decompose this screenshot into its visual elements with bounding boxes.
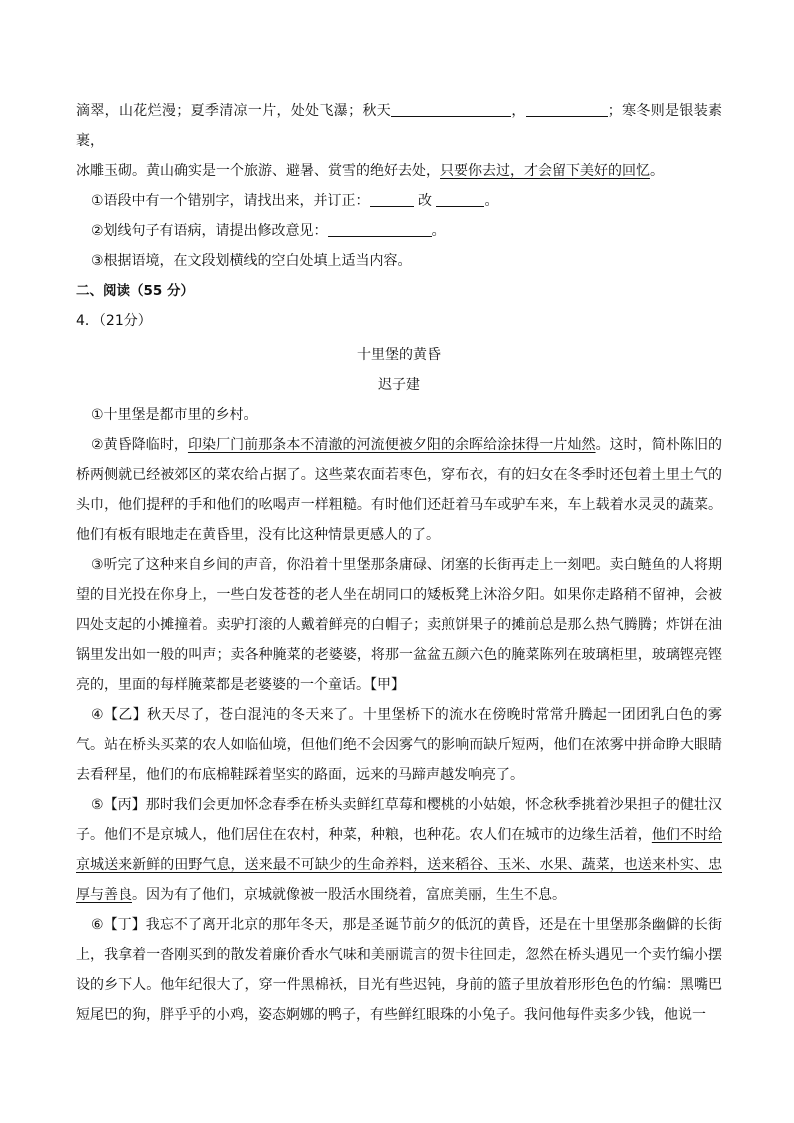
text-span: ， — [511, 103, 526, 119]
question-label: 4．（21分） — [76, 313, 152, 329]
paragraph-3: ③听完了这种来自乡间的声音，你沿着十里堡那条庸碌、闭塞的长街再走上一刻吧。卖白鲢鱼的人将期望的目光投在你身上，一些白发苍苍的老人坐在胡同口的矮板凳上沐浴夕阳。如果你走路稍不留神，会被四处支起的小摊撞着。卖驴打滚的人戴着鲜亮的白帽子；卖煎饼果子的摊前总是那么热气腾腾；炸饼在油锅里发出如一般的叫声；卖各种腌菜的老婆婆，将那一盆盆五颜六色的腌菜陈列在玻璃柜里，玻璃铿亮铿亮的，里面的每样腌菜都是老婆婆的一个童话。【甲】 — [76, 557, 722, 693]
text-span: ⑤【丙】那时我们会更加怀念春季在桥头卖鲜红草莓和樱桃的小姑娘，怀念秋季挑着沙果担子的健壮汉子。他们不是京城人，他们居住在农村，种菜，种粮，也种花。农人们在城市的边缘生活着， — [76, 797, 722, 843]
text-span: ②黄昏降临时， — [91, 437, 188, 453]
paragraph-2 — [76, 430, 722, 550]
text-span: 。 — [650, 163, 664, 179]
article-title: 十里堡的黄昏 — [357, 347, 441, 363]
text-span: ①语段中有一个错别字，请找出来，并订正： — [91, 193, 370, 209]
q3-sub-3: ③根据语境，在文段划横线的空白处填上适当内容。 — [91, 253, 412, 269]
text-span: 滴翠，山花烂漫；夏季清凉一片，处处飞瀑；秋天 — [76, 103, 392, 119]
fill-blank — [328, 220, 432, 237]
q3-line-1 — [76, 96, 722, 156]
document-page — [76, 96, 722, 1030]
underlined-sentence: 只要你去过，才会留下美好的回忆 — [440, 163, 650, 179]
text-span: 。 — [484, 193, 499, 209]
fill-blank — [391, 100, 511, 117]
fill-blank — [526, 100, 608, 117]
q3-sub-1 — [76, 186, 722, 216]
fill-blank — [370, 190, 414, 207]
article-author: 迟子建 — [378, 377, 420, 393]
fill-blank — [436, 190, 484, 207]
paragraph-6: ⑥【丁】我忘不了离开北京的那年冬天，那是圣诞节前夕的低沉的黄昏，还是在十里堡那条幽僻的长街上，我拿着一沓刚买到的散发着廉价香水气味和美丽谎言的贺卡往回走，忽然在桥头遇见一个卖竹编小摆设的乡下人。他年纪很大了，穿一件黑棉袄，目光有些迟钝，身前的篮子里放着形形色色的竹编：黑嘴巴短尾巴的狗，胖乎乎的小鸡，姿态婀娜的鸭子，有些鲜红眼珠的小兔子。我问他每件卖多少钱，他说一 — [76, 917, 722, 1023]
underlined-sentence: 他们不时给京城送来新鲜的田野气息，送来最不可缺少的生命养料，送来稻谷、玉米、水果、蔬菜，也送来朴实、忠厚与善良 — [76, 827, 723, 903]
text-span: ②划线句子有语病，请提出修改意见： — [91, 223, 328, 239]
text-span: 。这时，简朴陈旧的桥两侧就已经被郊区的菜农给占据了。这些菜农面若枣色，穿布衣，有的妇女在冬季时还包着土里土气的头巾，他们提秤的手和他们的吆喝声一样粗糙。有时他们还赶着马车或驴车来，车上载着水灵灵的蔬菜。他们有板有眼地走在黄昏里，没有比这种情景更感人的了。 — [76, 437, 723, 543]
q3-sub-2 — [76, 216, 722, 246]
paragraph-4: ④【乙】秋天尽了，苍白混沌的冬天来了。十里堡桥下的流水在傍晚时常常升腾起一团团乳白色的雾气。站在桥头买菜的农人如临仙境，但他们绝不会因雾气的影响而缺斤短两，他们在浓雾中拼命睁大眼睛去看秤星，他们的布底棉鞋踩着坚实的路面，远来的马蹄声越发响亮了。 — [76, 707, 722, 783]
text-span: ；寒冬则是银装素裹， — [76, 103, 723, 149]
text-span: 。因为有了他们，京城就像被一股活水围绕着，富庶美丽，生生不息。 — [132, 887, 566, 903]
text-span: 改 — [413, 193, 437, 209]
section-heading: 二、阅读（55 分） — [76, 283, 194, 299]
underlined-sentence: 印染厂门前那条本不清澈的河流便被夕阳的余晖给涂抹得一片灿然 — [187, 437, 596, 453]
paragraph-1: ①十里堡是都市里的乡村。 — [91, 407, 258, 423]
text-span: 冰雕玉砌。黄山确实是一个旅游、避暑、赏雪的绝好去处， — [76, 163, 440, 179]
q3-line-2 — [76, 156, 722, 186]
text-span: 。 — [431, 223, 446, 239]
paragraph-5 — [76, 790, 722, 910]
